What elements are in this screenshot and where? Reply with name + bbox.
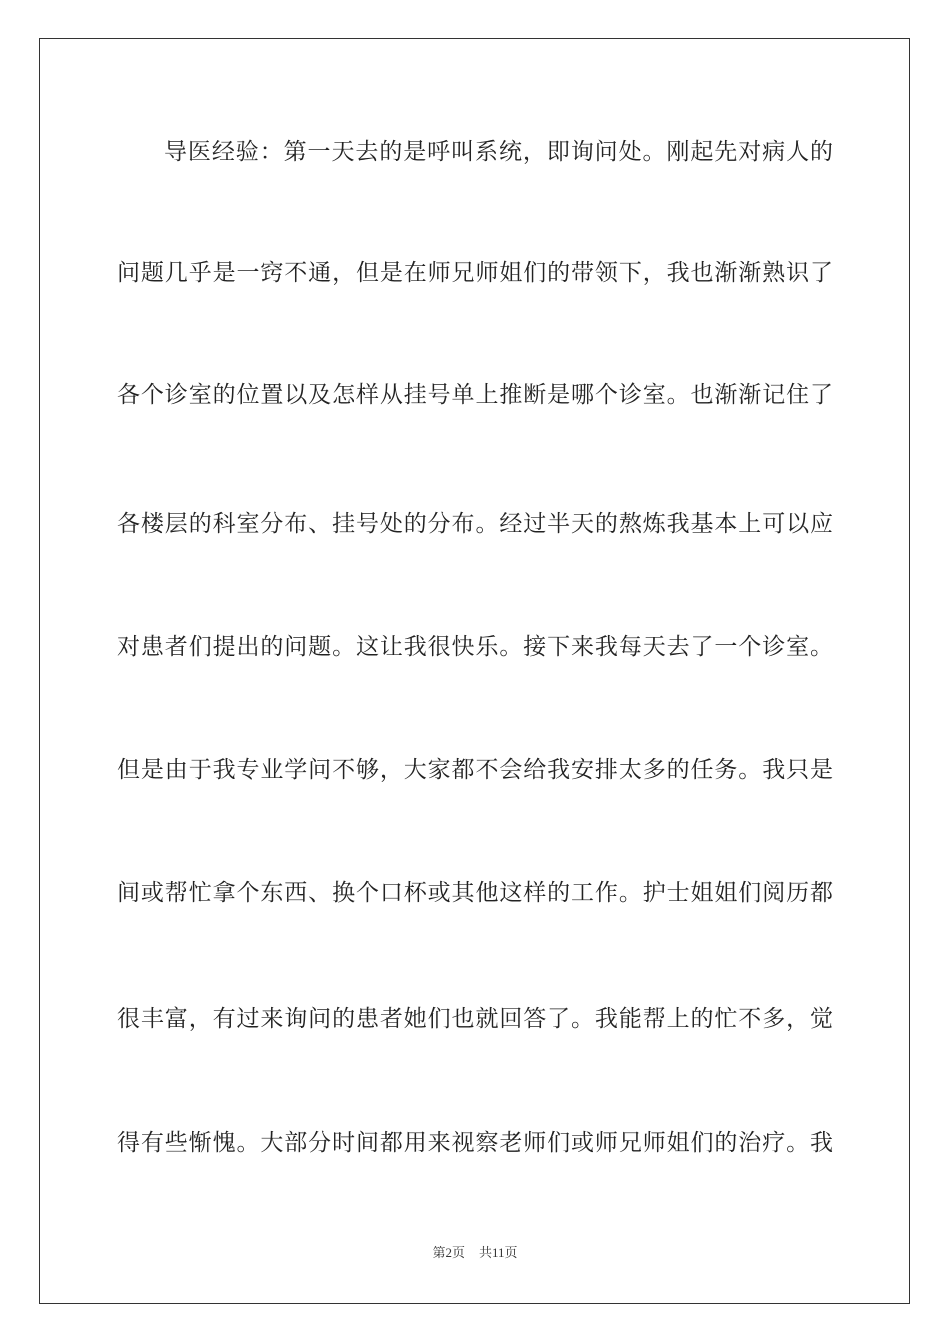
paragraph-line-6: 但是由于我专业学问不够，大家都不会给我安排太多的任务。我只是 bbox=[117, 757, 833, 783]
page-border bbox=[39, 38, 910, 1304]
paragraph-line-9: 得有些惭愧。大部分时间都用来视察老师们或师兄师姐们的治疗。我 bbox=[117, 1130, 833, 1156]
page-number-total: 共11页 bbox=[478, 1245, 518, 1260]
paragraph-line-8: 很丰富，有过来询问的患者她们也就回答了。我能帮上的忙不多，觉 bbox=[117, 1006, 833, 1032]
paragraph-line-5: 对患者们提出的问题。这让我很快乐。接下来我每天去了一个诊室。 bbox=[117, 634, 833, 660]
paragraph-line-7: 间或帮忙拿个东西、换个口杯或其他这样的工作。护士姐姐们阅历都 bbox=[117, 880, 833, 906]
paragraph-line-3: 各个诊室的位置以及怎样从挂号单上推断是哪个诊室。也渐渐记住了 bbox=[117, 382, 833, 408]
page-footer bbox=[0, 1245, 950, 1261]
paragraph-line-2: 问题几乎是一窍不通，但是在师兄师姐们的带领下，我也渐渐熟识了 bbox=[117, 260, 833, 286]
paragraph-line-1: 导医经验：第一天去的是呼叫系统，即询问处。刚起先对病人的 bbox=[164, 139, 833, 165]
page-number-current: 第2页 bbox=[432, 1245, 465, 1260]
paragraph-line-4: 各楼层的科室分布、挂号处的分布。经过半天的熬炼我基本上可以应 bbox=[117, 511, 833, 537]
